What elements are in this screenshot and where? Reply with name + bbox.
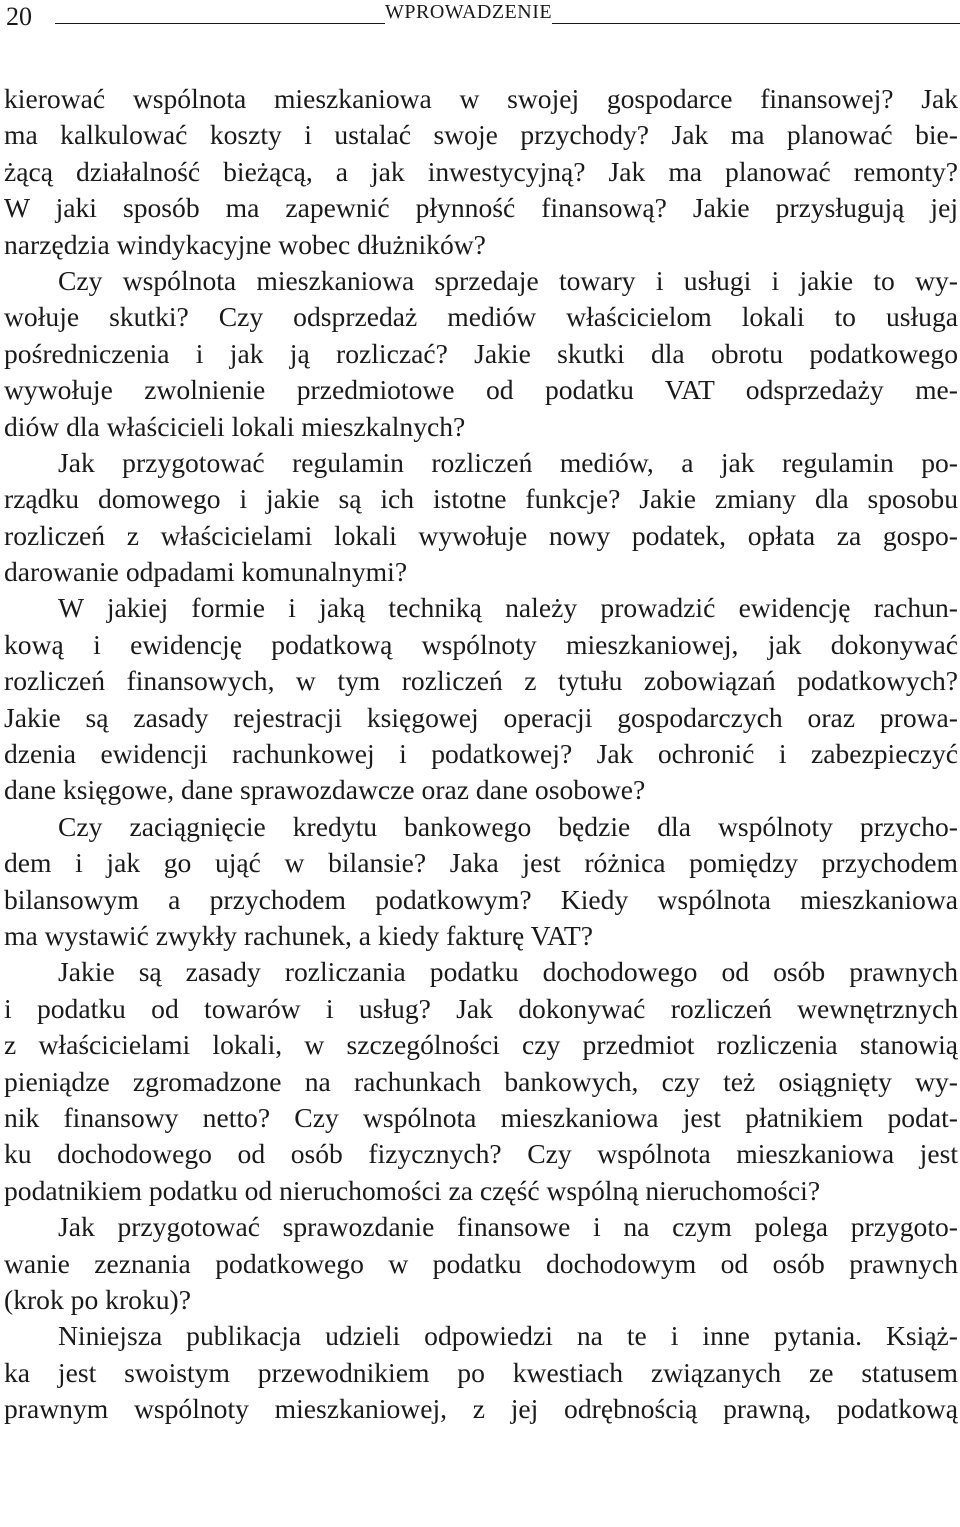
text-line: podatnikiem podatku od nieruchomości za część wspólną nieruchomości? [4, 1174, 821, 1206]
text-line: kową i ewidencję podatkową wspólnoty mieszkaniowej, jak dokonywać [4, 628, 958, 660]
text-line: narzędzia windykacyjne wobec dłużników? [4, 228, 486, 260]
text-line: ma wystawić zwykły rachunek, a kiedy fakturę VAT? [4, 919, 593, 951]
text-line: i podatku od towarów i usług? Jak dokonywać rozliczeń wewnętrznych [4, 992, 958, 1024]
text-line: ma kalkulować koszty i ustalać swoje przychody? Jak ma planować bie- [4, 119, 958, 151]
text-line: pośredniczenia i jak ją rozliczać? Jakie skutki dla obrotu podatkowego [4, 337, 958, 369]
running-header [0, 0, 960, 40]
text-line: wywołuje zwolnienie przedmiotowe od podatku VAT odsprzedaży me- [4, 374, 958, 406]
text-line: darowanie odpadami komunalnymi? [4, 556, 408, 588]
text-line: rządku domowego i jakie są ich istotne funkcje? Jakie zmiany dla sposobu [4, 483, 958, 515]
text-line: żącą działalność bieżącą, a jak inwestycyjną? Jak ma planować remonty? [4, 155, 958, 187]
paragraph-first-line: Jak przygotować sprawozdanie finansowe i na czym polega przygoto- [58, 1211, 958, 1243]
paragraph-first-line: Jakie są zasady rozliczania podatku dochodowego od osób prawnych [58, 956, 958, 988]
paragraph-first-line: W jakiej formie i jaką techniką należy prowadzić ewidencję rachun- [58, 592, 958, 624]
text-line: nik finansowy netto? Czy wspólnota mieszkaniowa jest płatnikiem podat- [4, 1101, 958, 1133]
text-line: prawnym wspólnoty mieszkaniowej, z jej odrębnością prawną, podatkową [4, 1393, 958, 1425]
body-text [4, 81, 958, 1427]
text-line: dzenia ewidencji rachunkowej i podatkowej? Jak ochronić i zabezpieczyć [4, 738, 958, 770]
text-line: Jakie są zasady rejestracji księgowej operacji gospodarczych oraz prowa- [4, 701, 958, 733]
page-number: 20 [6, 2, 32, 31]
text-line: ku dochodowego od osób fizycznych? Czy wspólnota mieszkaniowa jest [4, 1138, 958, 1170]
running-title: WPROWADZENIE [385, 1, 553, 23]
text-line: z właścicielami lokali, w szczególności czy przedmiot rozliczenia stanowią [4, 1029, 958, 1061]
text-line: wanie zeznania podatkowego w podatku dochodowym od osób prawnych [4, 1247, 958, 1279]
text-line: pieniądze zgromadzone na rachunkach bankowych, czy też osiągnięty wy- [4, 1065, 958, 1097]
text-line: rozliczeń z właścicielami lokali wywołuje nowy podatek, opłata za gospo- [4, 519, 958, 551]
text-line: kierować wspólnota mieszkaniowa w swojej gospodarce finansowej? Jak [4, 83, 958, 114]
text-line: ka jest swoistym przewodnikiem po kwestiach związanych ze statusem [4, 1356, 958, 1388]
text-line: rozliczeń finansowych, w tym rozliczeń z tytułu zobowiązań podatkowych? [4, 665, 958, 697]
text-line: diów dla właścicieli lokali mieszkalnych? [4, 410, 466, 442]
paragraph-first-line: Jak przygotować regulamin rozliczeń mediów, a jak regulamin po- [58, 446, 958, 478]
text-line: (krok po kroku)? [4, 1283, 191, 1315]
text-line: bilansowym a przychodem podatkowym? Kiedy wspólnota mieszkaniowa [4, 883, 958, 915]
text-line: dane księgowe, dane sprawozdawcze oraz dane osobowe? [4, 774, 646, 806]
text-line: dem i jak go ująć w bilansie? Jaka jest różnica pomiędzy przychodem [4, 847, 958, 879]
paragraph-first-line: Czy zaciągnięcie kredytu bankowego będzie dla wspólnoty przycho- [58, 810, 958, 842]
paragraph-first-line: Niniejsza publikacja udzieli odpowiedzi na te i inne pytania. Książ- [58, 1320, 958, 1352]
paragraph-first-line: Czy wspólnota mieszkaniowa sprzedaje towary i usługi i jakie to wy- [58, 264, 958, 296]
text-line: wołuje skutki? Czy odsprzedaż mediów właścicielom lokali to usługa [4, 301, 958, 333]
text-line: W jaki sposób ma zapewnić płynność finansową? Jakie przysługują jej [4, 192, 958, 224]
